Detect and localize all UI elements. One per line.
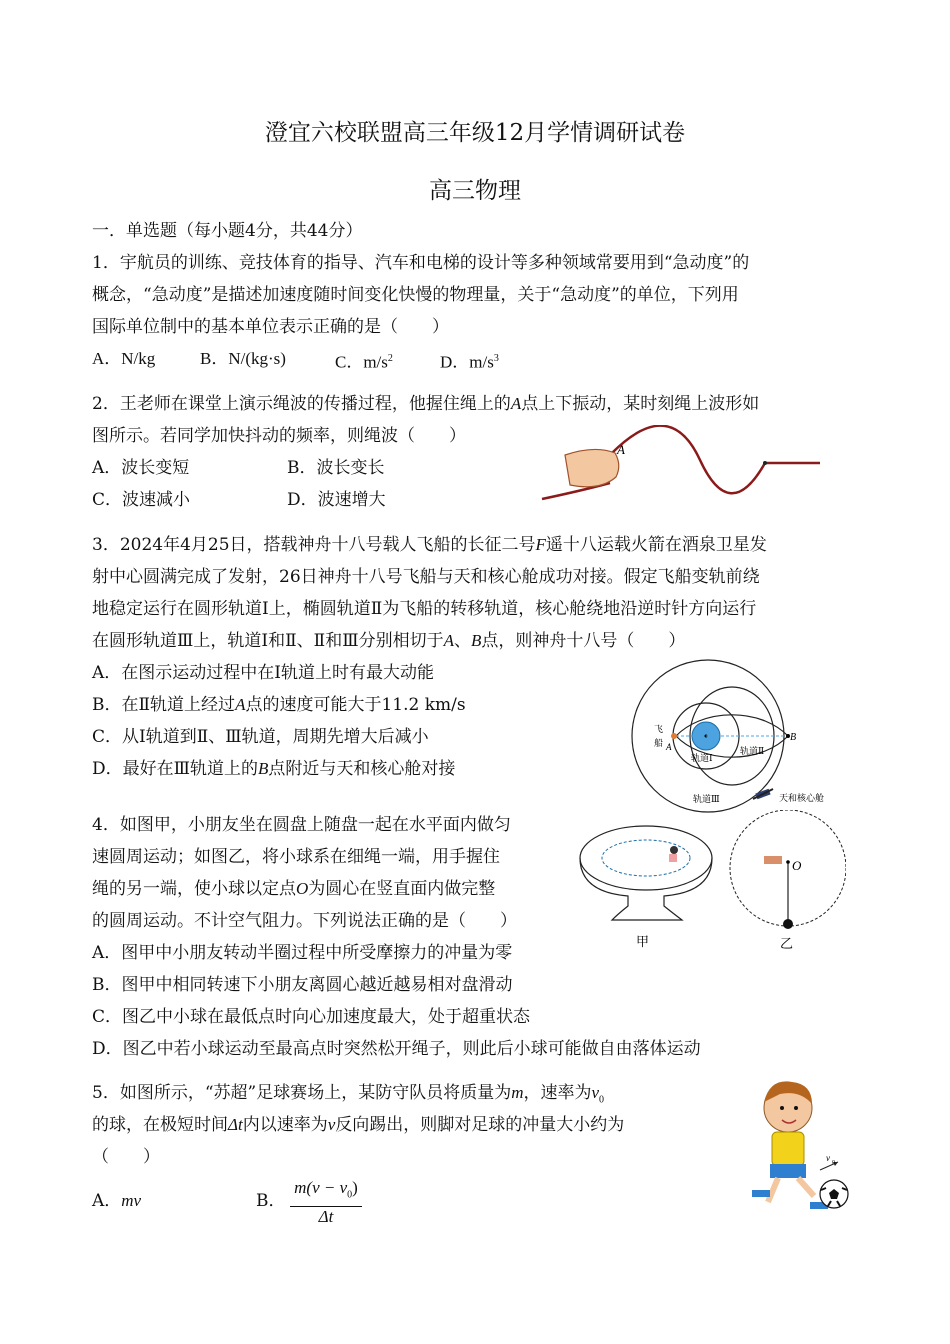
- q5-line2: 的球，在极短时间Δt内以速率为v反向踢出，则脚对足球的冲量大小约为: [92, 1115, 625, 1135]
- q5-line3: （ ）: [92, 1147, 160, 1167]
- svg-text:天和核心舱: 天和核心舱: [779, 794, 825, 804]
- spacecraft-icon: [671, 733, 677, 739]
- orbit-figure: [628, 658, 850, 818]
- q5-option-b-label: B．: [256, 1191, 286, 1211]
- q3-line3: 地稳定运行在圆形轨道Ⅰ上，椭圆轨道Ⅱ为飞船的转移轨道，核心舱绕地沿逆时针方向运行: [92, 599, 757, 619]
- label-jia: 甲: [636, 935, 650, 950]
- space-station-icon: [753, 789, 773, 799]
- svg-text:船: 船: [654, 739, 664, 749]
- q4-option-d: D．图乙中若小球运动至最高点时突然松开绳子，则此后小球可能做自由落体运动: [92, 1039, 701, 1059]
- q3-option-c: C．从Ⅰ轨道到Ⅱ、Ⅲ轨道，周期先增大后减小: [92, 727, 429, 747]
- q5-option-a: A．mv: [92, 1191, 142, 1211]
- q1-line3: 国际单位制中的基本单位表示正确的是（ ）: [92, 317, 449, 337]
- svg-text:A: A: [666, 742, 672, 752]
- q2-option-b: B．波长变长: [287, 458, 385, 478]
- svg-text:B: B: [790, 732, 797, 743]
- ball-icon: [783, 919, 793, 929]
- q3-line1: 3．2024年4月25日，搭载神舟十八号载人飞船的长征二号F遥十八运载火箭在酒泉卫星发: [92, 535, 767, 555]
- q1-option-b: B．N/(kg·s): [200, 349, 286, 368]
- q5-option-b-fraction: $m(v - v_0)$ Δt: [286, 1178, 366, 1227]
- q2-option-d: D．波速增大: [287, 490, 386, 510]
- q3-option-a: A．在图示运动过程中在Ⅰ轨道上时有最大动能: [92, 663, 434, 683]
- exam-title: 澄宜六校联盟高三年级12月学情调研试卷: [264, 120, 686, 146]
- q3-line4: 在圆形轨道Ⅲ上，轨道Ⅰ和Ⅱ、Ⅱ和Ⅲ分别相切于A、B点，则神舟十八号（ ）: [92, 631, 686, 651]
- point-a-label: A: [617, 442, 625, 457]
- q3-option-b: B．在Ⅱ轨道上经过A点的速度可能大于11.2 km/s: [92, 695, 466, 715]
- hand-icon: [565, 449, 619, 486]
- svg-text:轨道Ⅲ: 轨道Ⅲ: [693, 795, 720, 805]
- q4-line2: 速圆周运动；如图乙，将小球系在细绳一端，用手握住: [92, 847, 500, 867]
- label-yi: 乙: [780, 937, 794, 952]
- q3-line2: 射中心圆满完成了发射，26日神舟十八号飞船与天和核心舱成功对接。假定飞船变轨前绕: [92, 567, 760, 587]
- q3-option-d: D．最好在Ⅲ轨道上的B点附近与天和核心舱对接: [92, 759, 456, 779]
- football-player-figure: [740, 1068, 852, 1218]
- svg-text:轨道Ⅰ: 轨道Ⅰ: [691, 754, 713, 764]
- section-heading: 一．单选题（每小题4分，共44分）: [92, 221, 363, 241]
- q1-line2: 概念，“急动度”是描述加速度随时间变化快慢的物理量，关于“急动度”的单位，下列用: [92, 285, 739, 305]
- q2-line2: 图所示。若同学加快抖动的频率，则绳波（ ）: [92, 426, 466, 446]
- child-icon: [669, 846, 678, 862]
- q4-option-b: B．图甲中相同转速下小朋友离圆心越近越易相对盘滑动: [92, 975, 513, 995]
- soccer-ball-icon: [820, 1180, 848, 1208]
- q2-option-c: C．波速减小: [92, 490, 191, 510]
- q4-option-c: C．图乙中小球在最低点时向心加速度最大，处于超重状态: [92, 1007, 531, 1027]
- q1-line1: 1．宇航员的训练、竞技体育的指导、汽车和电梯的设计等多种领域常要用到“急动度”的: [92, 253, 750, 273]
- q5-line1: 5．如图所示，“苏超”足球赛场上，某防守队员将质量为m，速率为$v_0$: [92, 1083, 605, 1106]
- q4-line4: 的圆周运动。不计空气阻力。下列说法正确的是（ ）: [92, 911, 517, 931]
- exam-subtitle: 高三物理: [429, 178, 521, 204]
- q4-line1: 4．如图甲，小朋友坐在圆盘上随盘一起在水平面内做匀: [92, 815, 511, 835]
- svg-text:飞: 飞: [654, 725, 664, 735]
- point-o-label: O: [792, 858, 802, 873]
- q4-line3: 绳的另一端，使小球以定点O为圆心在竖直面内做完整: [92, 879, 496, 899]
- q1-option-d: D．$m/s^3$: [440, 352, 499, 372]
- q1-option-c: C．$m/s^2$: [335, 352, 393, 372]
- svg-text:0: 0: [832, 1160, 835, 1166]
- svg-text:v: v: [826, 1153, 830, 1163]
- q1-option-a: A．N/kg: [92, 349, 156, 368]
- hand-icon: [764, 856, 782, 864]
- turntable-figure: [578, 810, 846, 952]
- q4-option-a: A．图甲中小朋友转动半圈过程中所受摩擦力的冲量为零: [92, 943, 513, 963]
- svg-text:轨道Ⅱ: 轨道Ⅱ: [740, 747, 765, 757]
- q2-line1: 2．王老师在课堂上演示绳波的传播过程，他握住绳上的A点上下振动，某时刻绳上波形如: [92, 394, 760, 414]
- rope-wave-figure: [540, 425, 825, 505]
- q2-option-a: A．波长变短: [92, 458, 190, 478]
